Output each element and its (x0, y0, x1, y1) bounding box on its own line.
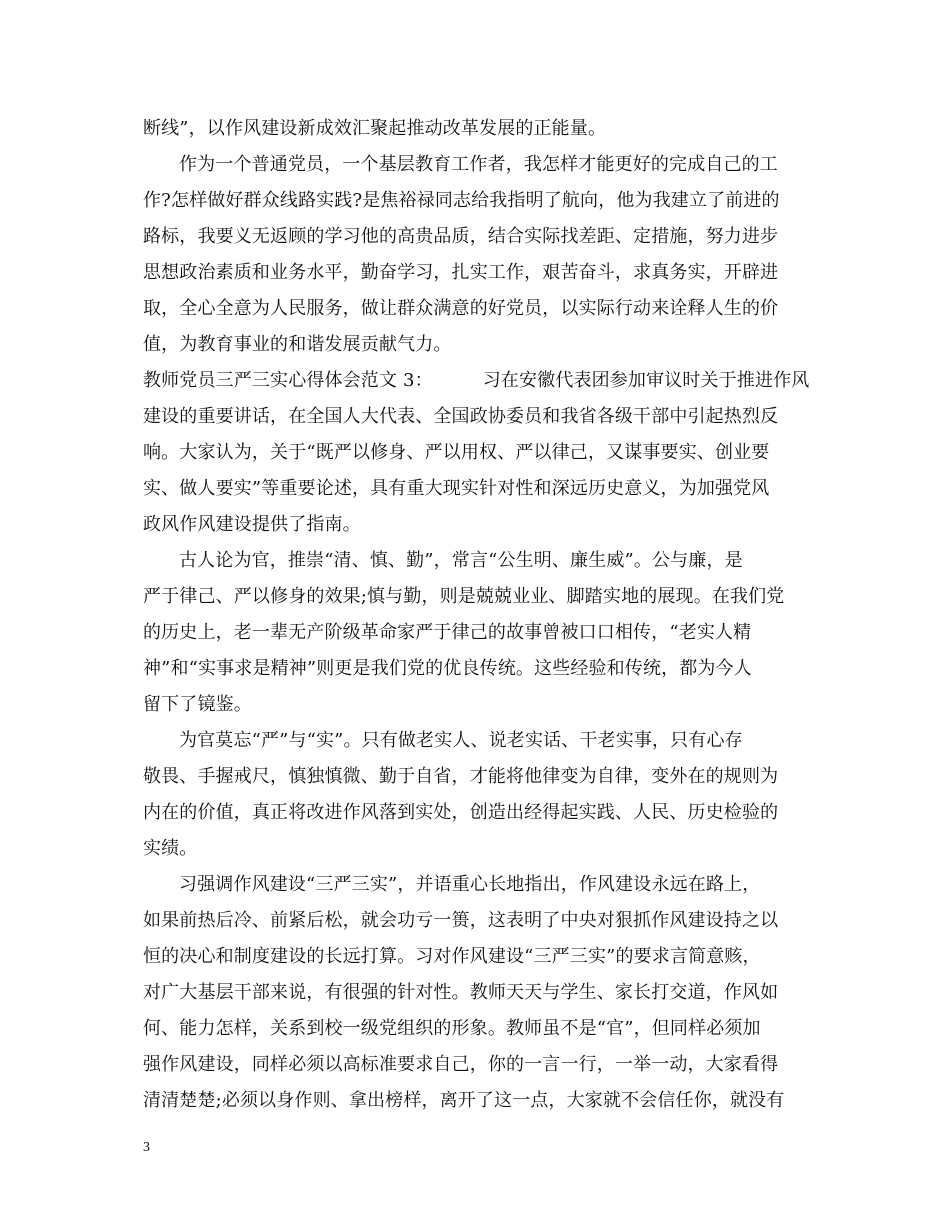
section-heading-row (143, 370, 809, 392)
paragraph-line: 作为一个普通党员，一个基层教育工作者，我怎样才能更好的完成自己的工 (179, 154, 778, 175)
paragraph-line: 神”和“实事求是精神”则更是我们党的优良传统。这些经验和传统，都为今人 (143, 658, 752, 679)
paragraph-line: 为官莫忘“严”与“实”。只有做老实人、说老实话、干老实事，只有心存 (179, 730, 743, 751)
paragraph-line: 留下了镜鉴。 (143, 694, 252, 715)
paragraph-line: 严于律己、严以修身的效果;慎与勤，则是兢兢业业、脚踏实地的展现。在我们党 (143, 586, 785, 607)
paragraph-line: 建设的重要讲话，在全国人大代表、全国政协委员和我省各级干部中引起热烈反 (143, 406, 779, 427)
paragraph-line: 实、做人要实”等重要论述，具有重大现实针对性和深远历史意义，为加强党风 (143, 478, 770, 499)
paragraph-line: 敬畏、手握戒尺，慎独慎微、勤于自省，才能将他律变为自律，变外在的规则为 (143, 766, 779, 787)
paragraph-line: 清清楚楚;必须以身作则、拿出榜样，离开了这一点，大家就不会信任你，就没有 (143, 1090, 785, 1111)
paragraph-line: 断线”，以作风建设新成效汇聚起推动改革发展的正能量。 (143, 118, 607, 139)
paragraph-line: 习强调作风建设“三严三实”，并语重心长地指出，作风建设永远在路上， (179, 874, 761, 895)
paragraph-line: 实绩。 (143, 838, 198, 859)
paragraph-line: 的历史上，老一辈无产阶级革命家严于律己的故事曾被口口相传，“老实人精 (143, 622, 752, 643)
paragraph-line: 路标，我要义无返顾的学习他的高贵品质，结合实际找差距、定措施，努力进步 (143, 226, 779, 247)
paragraph-line: 对广大基层干部来说，有很强的针对性。教师天天与学生、家长打交道，作风如 (143, 982, 779, 1003)
paragraph-line: 值，为教育事业的和谐发展贡献气力。 (143, 334, 452, 355)
paragraph-line: 取，全心全意为人民服务，做让群众满意的好党员，以实际行动来诠释人生的价 (143, 298, 779, 319)
page-number: 3 (143, 1140, 150, 1155)
paragraph-line: 作?怎样做好群众线路实践?是焦裕禄同志给我指明了航向，他为我建立了前进的 (143, 190, 780, 211)
paragraph-line: 内在的价值，真正将改进作风落到实处，创造出经得起实践、人民、历史检验的 (143, 802, 779, 823)
paragraph-line: 古人论为官，推崇“清、慎、勤”，常言“公生明、廉生威”。公与廉，是 (179, 550, 743, 571)
paragraph-line: 响。大家认为，关于“既严以修身、严以用权、严以律己，又谋事要实、创业要 (143, 442, 770, 463)
paragraph-line: 何、能力怎样，关系到校一级党组织的形象。教师虽不是“官”，但同样必须加 (143, 1018, 761, 1039)
section-heading: 教师党员三严三实心得体会范文 3： (143, 370, 433, 391)
paragraph-line: 思想政治素质和业务水平，勤奋学习，扎实工作，艰苦奋斗，求真务实，开辟进 (143, 262, 779, 283)
paragraph-line: 政风作风建设提供了指南。 (143, 514, 361, 535)
section-heading-continuation: 习在安徽代表团参加审议时关于推进作风 (482, 370, 810, 391)
paragraph-line: 强作风建设，同样必须以高标准要求自己，你的一言一行，一举一动，大家看得 (143, 1054, 779, 1075)
paragraph-line: 如果前热后冷、前紧后松，就会功亏一篑，这表明了中央对狠抓作风建设持之以 (143, 910, 779, 931)
paragraph-line: 恒的决心和制度建设的长远打算。习对作风建设“三严三实”的要求言简意赅， (143, 946, 761, 967)
